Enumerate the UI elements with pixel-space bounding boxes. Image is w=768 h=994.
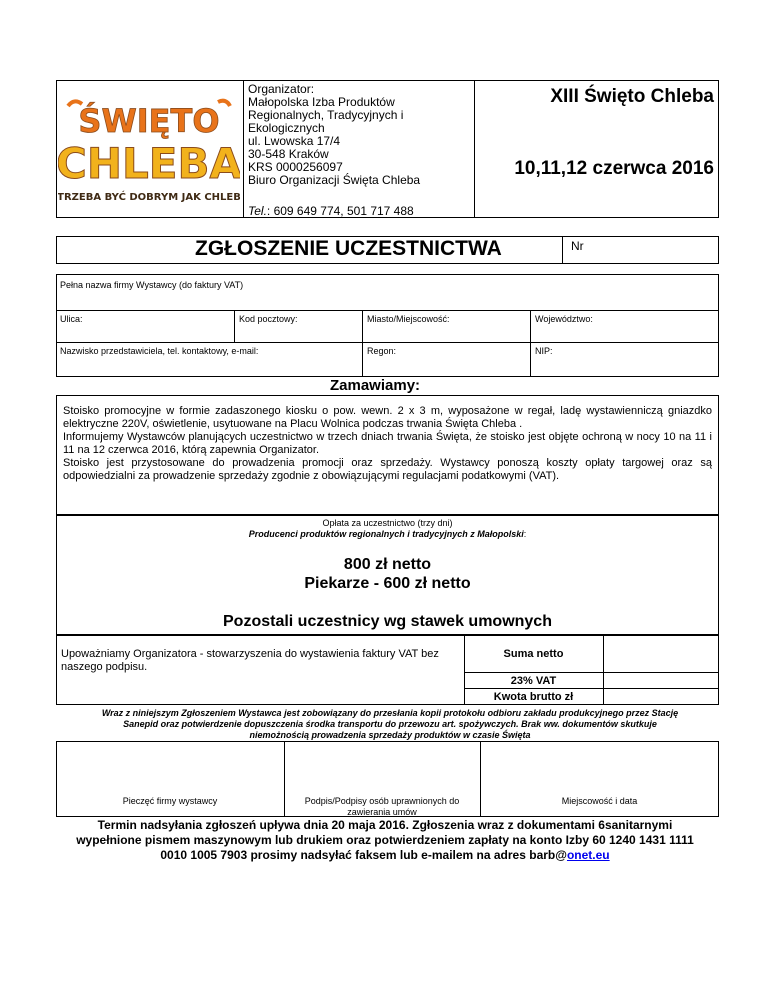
place-date-label: Miejscowość i data	[561, 796, 638, 806]
event-dates: 10,11,12 czerwca 2016	[514, 158, 714, 179]
submission-deadline	[75, 818, 695, 863]
organizer-line: Ekologicznych	[248, 121, 325, 135]
street-field[interactable]: Ulica:	[60, 314, 83, 324]
vat-label: 23% VAT	[510, 675, 557, 687]
city-field[interactable]: Miasto/Miejscowość:	[367, 314, 450, 324]
price-producers: 800 zł netto	[343, 556, 432, 573]
event-title: XIII Święto Chleba	[550, 86, 714, 107]
gross-label: Kwota brutto zł	[493, 691, 574, 703]
fee-label: Opłata za uczestnictwo (trzy dni)	[322, 518, 453, 528]
email-link[interactable]: onet.eu	[566, 848, 610, 862]
order-paragraph: Informujemy Wystawców planujących uczestnictwo w trzech dniach trwania Święta, że stoisko jest objęte ochroną w nocy 10 na 11 i 11 na 12 czerwca 2016, którą zapewnia Organizator.	[63, 431, 712, 456]
gross-input[interactable]	[604, 689, 718, 705]
signature-label-line: Podpis/Podpisy osób uprawnionych do	[304, 796, 460, 806]
grid-hline-2	[56, 342, 719, 343]
invoice-authorization: Upoważniamy Organizatora - stowarzyszenia do wystawienia faktury VAT bez naszego podpisu.	[61, 648, 439, 673]
deadline-text: Termin nadsyłania zgłoszeń upływa dnia 20 maja 2016. Zgłoszenia wraz z dokumentami 6sanitarnymi wypełnione pismem maszynowym lub drukiem oraz potwierdzeniem zapłaty na konto Izby 60 1240 1431 1111 0010 1005 7903 prosimy nadsyłać faksem lub e-mailem na adres	[76, 818, 694, 862]
event-logo	[58, 96, 240, 208]
price-others: Pozostali uczestnicy wg stawek umownych	[223, 613, 552, 630]
organizer-line: KRS 0000256097	[248, 160, 343, 174]
organizer-phone	[248, 205, 473, 218]
logo-motto: TRZEBA BYĆ DOBRYM JAK CHLEB	[58, 192, 240, 203]
stamp-area[interactable]	[57, 742, 283, 792]
signature-area[interactable]	[285, 742, 479, 792]
order-paragraph: Stoisko promocyjne w formie zadaszonego kiosku o pow. wewn. 2 x 3 m, wyposażone w regał, ladę wystawienniczą gniazdko elektryczne 220V, oświetlenie, usytuowane na Placu Wolnica podczas trwania Święta Chleba .	[63, 405, 712, 430]
nr-label: Nr	[571, 239, 584, 253]
header-divider-2	[474, 80, 475, 218]
nip-field[interactable]: NIP:	[535, 346, 553, 356]
organizer-line: 30-548 Kraków	[248, 147, 329, 161]
organizer-line: Biuro Organizacji Święta Chleba	[248, 173, 421, 187]
order-description	[63, 405, 712, 483]
company-name-field[interactable]: Pełna nazwa firmy Wystawcy (do faktury VAT)	[60, 280, 244, 290]
organizer-line: Małopolska Izba Produktów	[248, 95, 395, 109]
organizer-line: Regionalnych, Tradycyjnych i	[248, 108, 404, 122]
regon-field[interactable]: Regon:	[367, 346, 397, 356]
sum-net-input[interactable]	[604, 636, 718, 672]
header-divider-1	[243, 80, 244, 218]
logo-word-swieto: ŚWIĘTO	[78, 102, 220, 140]
signature-label-line: zawierania umów	[347, 807, 417, 817]
organizer-line: Organizator:	[248, 82, 315, 96]
grid-vline-1	[234, 310, 235, 342]
price-bakers: Piekarze - 600 zł netto	[304, 575, 471, 592]
organizer-info	[248, 83, 473, 187]
place-date-area[interactable]	[481, 742, 718, 792]
producers-note-text: Producenci produktów regionalnych i tradycyjnych z Małopolski	[248, 529, 524, 539]
producers-note-colon: :	[523, 529, 527, 539]
grid-hline-1	[56, 310, 719, 311]
phone-value: : 609 649 774, 501 717 488	[266, 204, 414, 218]
phone-label: Tel.	[248, 204, 267, 218]
grid-vline-3	[530, 310, 531, 377]
form-title: ZGŁOSZENIE UCZESTNICTWA	[195, 237, 502, 260]
order-paragraph: Stoisko jest przystosowane do prowadzenia promocji oraz sprzedaży. Wystawcy ponoszą koszty opłaty targowej oraz są odpowiedzialni za prowadzenie sprzedaży zgodnie z obowiązującymi regulacjami podatkowymi (VAT).	[63, 457, 712, 482]
order-heading: Zamawiamy:	[330, 377, 421, 394]
logo-word-chleba: CHLEBA	[58, 139, 240, 188]
form-title-divider	[562, 236, 563, 264]
signature-label	[284, 796, 480, 818]
voivodeship-field[interactable]: Województwo:	[535, 314, 593, 324]
producers-note	[56, 529, 719, 539]
grid-vline-2	[362, 310, 363, 377]
vat-input[interactable]	[604, 673, 718, 688]
organizer-line: ul. Lwowska 17/4	[248, 134, 341, 148]
sanepid-notice: Wraz z niniejszym Zgłoszeniem Wystawca jest zobowiązany do przesłania kopii protokołu odbioru zakładu produkcyjnego przez Stację Sanepid oraz potwierdzenie dopuszczenia środka transportu do przewozu art. spożywczych. Brak ww. dokumentów skutkuje niemożnością prowadzenia sprzedaży produktów w czasie Święta	[101, 708, 679, 740]
postal-code-field[interactable]: Kod pocztowy:	[239, 314, 298, 324]
sum-net-label: Suma netto	[503, 648, 564, 660]
email-user: barb@	[529, 848, 567, 862]
stamp-label: Pieczęć firmy wystawcy	[122, 796, 218, 806]
representative-field[interactable]: Nazwisko przedstawiciela, tel. kontaktowy, e-mail:	[60, 346, 259, 356]
